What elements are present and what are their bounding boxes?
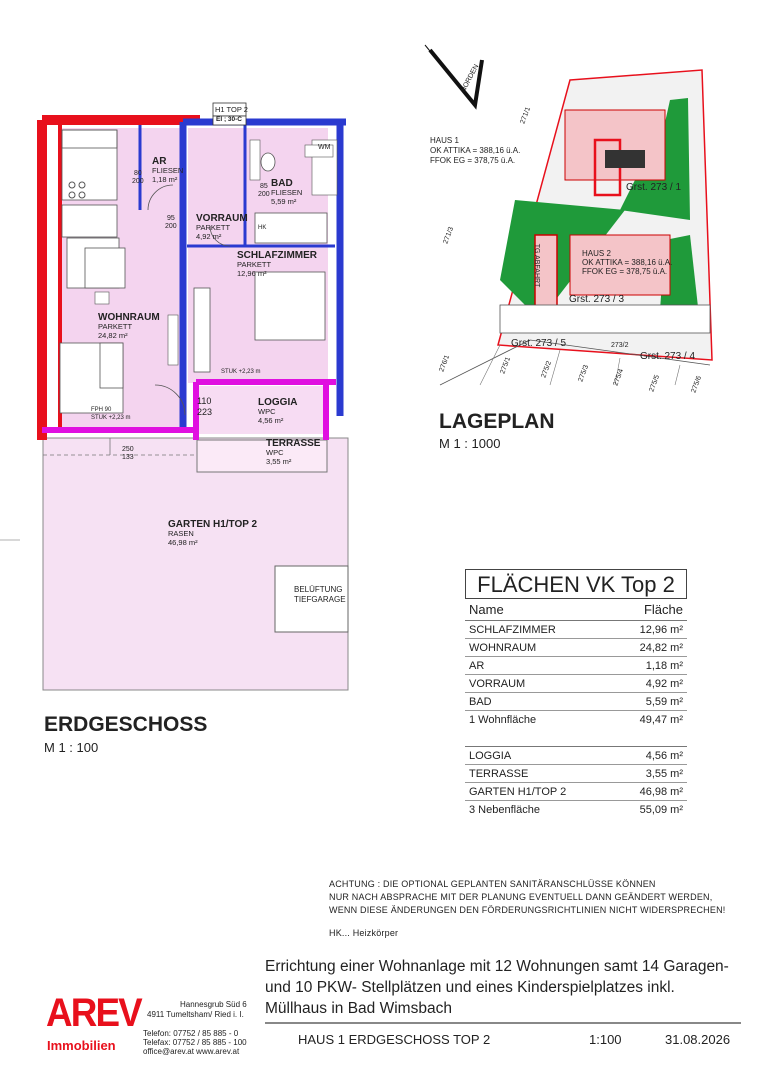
plot-276-1: 276/1 bbox=[438, 354, 452, 373]
parcel-273-4: Grst. 273 / 4 bbox=[640, 351, 696, 362]
plot-275-2: 275/2 bbox=[540, 360, 554, 379]
table-total-row bbox=[465, 711, 687, 729]
total-name: 3 Nebenfläche bbox=[469, 804, 540, 816]
dim-200-c: 200 bbox=[165, 223, 177, 230]
room-terrasse-area: 3,55 m² bbox=[266, 457, 292, 466]
siteplan-scale: M 1 : 1000 bbox=[439, 436, 501, 451]
room-wohnraum-area: 24,82 m² bbox=[98, 331, 128, 340]
site-plan bbox=[420, 40, 750, 400]
col-name-header: Name bbox=[469, 602, 504, 617]
row-area: 24,82 m² bbox=[639, 642, 683, 654]
stuk-label-2: STUK +2,23 m bbox=[91, 415, 131, 421]
room-wohnraum-finish: PARKETT bbox=[98, 322, 133, 331]
plot-275-1: 275/1 bbox=[499, 356, 513, 375]
dim-200-b: 200 bbox=[258, 191, 270, 198]
parcel-273-1: Grst. 273 / 1 bbox=[626, 182, 682, 193]
total-name: 1 Wohnfläche bbox=[469, 714, 537, 726]
room-schlafzimmer-finish: PARKETT bbox=[237, 260, 272, 269]
project-line-3: Müllhaus in Bad Wimsbach bbox=[265, 1000, 452, 1017]
haus-1-footprint bbox=[565, 110, 665, 180]
footer-scale: 1:100 bbox=[589, 1032, 622, 1047]
row-name: VORRAUM bbox=[469, 678, 526, 690]
plot-273-2: 273/2 bbox=[611, 342, 629, 349]
table-row bbox=[465, 639, 687, 657]
tg-label: TG ABFAHRT bbox=[533, 243, 541, 288]
dim-250: 250 bbox=[122, 446, 134, 453]
plot-271-1: 271/1 bbox=[519, 106, 533, 125]
row-name: BAD bbox=[469, 696, 492, 708]
room-terrasse-finish: WPC bbox=[266, 448, 284, 457]
row-name: TERRASSE bbox=[469, 768, 529, 780]
row-name: SCHLAFZIMMER bbox=[469, 624, 556, 636]
footer-date: 31.08.2026 bbox=[665, 1032, 731, 1047]
plot-275-4: 275/4 bbox=[612, 368, 626, 387]
company-phone: Telefon: 07752 / 85 885 - 0 bbox=[143, 1029, 239, 1038]
notice-line-3: WENN DIESE ÄNDERUNGEN DEN FÖRDERUNGSRICHTLINIEN NICHT WIDERSPRECHEN! bbox=[329, 905, 726, 915]
room-ar-name: AR bbox=[152, 156, 167, 167]
table-total-row bbox=[465, 801, 687, 819]
total-area: 49,47 m² bbox=[639, 714, 683, 726]
table-row bbox=[465, 765, 687, 783]
room-loggia-area: 4,56 m² bbox=[258, 416, 284, 425]
haus1-attika: OK ATTIKA = 388,16 ü.A. bbox=[430, 146, 521, 155]
room-schlafzimmer-area: 12,96 m² bbox=[237, 269, 267, 278]
floorplan-scale: M 1 : 100 bbox=[44, 740, 99, 755]
parcel-273-5: Grst. 273 / 5 bbox=[511, 338, 567, 349]
dim-223: 223 bbox=[197, 407, 213, 417]
row-area: 4,92 m² bbox=[645, 678, 683, 690]
dim-200-a: 200 bbox=[132, 178, 144, 185]
ventilation-label-2: TIEFGARAGE bbox=[294, 595, 346, 604]
plot-275-5: 275/5 bbox=[648, 374, 662, 393]
dim-133: 133 bbox=[122, 454, 134, 461]
table-row bbox=[465, 621, 687, 639]
room-wohnraum-name: WOHNRAUM bbox=[98, 312, 160, 323]
table-row bbox=[465, 657, 687, 675]
room-loggia-finish: WPC bbox=[258, 407, 276, 416]
table-row bbox=[465, 783, 687, 801]
room-garten-name: GARTEN H1/TOP 2 bbox=[168, 519, 258, 530]
areas-table-header bbox=[465, 599, 687, 621]
areas-table-main bbox=[465, 599, 687, 729]
dim-110: 110 bbox=[197, 396, 212, 406]
dim-80: 80 bbox=[134, 170, 142, 177]
table-row bbox=[465, 675, 687, 693]
table-row bbox=[465, 747, 687, 765]
notice-hk: HK... Heizkörper bbox=[329, 928, 399, 938]
room-bad-finish: FLIESEN bbox=[271, 188, 303, 197]
row-name: WOHNRAUM bbox=[469, 642, 537, 654]
room-garten-area: 46,98 m² bbox=[168, 538, 198, 547]
room-vorraum-name: VORRAUM bbox=[196, 213, 248, 224]
haus2-ffok: FFOK EG = 378,75 ü.A. bbox=[582, 267, 668, 276]
company-address-2: 4911 Tumeltsham/ Ried i. I. bbox=[147, 1010, 244, 1019]
haus2-attika: OK ATTIKA = 388,16 ü.A. bbox=[582, 258, 673, 267]
room-vorraum-finish: PARKETT bbox=[196, 223, 231, 232]
room-garten-finish: RASEN bbox=[168, 529, 194, 538]
footer-plan: HAUS 1 ERDGESCHOSS TOP 2 bbox=[298, 1032, 491, 1047]
haus1-label: HAUS 1 bbox=[430, 136, 459, 145]
areas-table-title: FLÄCHEN VK Top 2 bbox=[465, 569, 687, 599]
garden-area bbox=[43, 438, 348, 690]
floorplan-title: ERDGESCHOSS bbox=[44, 713, 208, 736]
site-plan-drawing bbox=[420, 40, 750, 400]
col-area-header: Fläche bbox=[643, 602, 683, 617]
row-area: 12,96 m² bbox=[639, 624, 683, 636]
room-ar-finish: FLIESEN bbox=[152, 166, 184, 175]
wm-label: WM bbox=[318, 144, 331, 151]
notice-line-1: ACHTUNG : DIE OPTIONAL GEPLANTEN SANITÄRANSCHLÜSSE KÖNNEN bbox=[329, 879, 656, 889]
row-area: 5,59 m² bbox=[645, 696, 683, 708]
dim-95: 95 bbox=[167, 215, 175, 222]
room-schlafzimmer-name: SCHLAFZIMMER bbox=[237, 250, 317, 261]
row-area: 4,56 m² bbox=[645, 750, 683, 762]
stuk-label-1: STUK +2,23 m bbox=[221, 369, 261, 375]
fph-label: FPH 90 bbox=[91, 407, 112, 413]
row-name: AR bbox=[469, 660, 485, 672]
plot-275-6: 275/6 bbox=[690, 375, 704, 394]
ventilation-label-1: BELÜFTUNG bbox=[294, 585, 343, 594]
row-name: GARTEN H1/TOP 2 bbox=[469, 786, 567, 798]
room-vorraum-area: 4,92 m² bbox=[196, 232, 222, 241]
notice-line-2: NUR NACH ABSPRACHE MIT DER PLANUNG EVENTUELL DANN GEÄNDERT WERDEN, bbox=[329, 892, 713, 902]
footer-divider bbox=[265, 1022, 741, 1024]
room-loggia-name: LOGGIA bbox=[258, 397, 298, 408]
row-area: 3,55 m² bbox=[645, 768, 683, 780]
row-name: LOGGIA bbox=[469, 750, 512, 762]
company-fax: Telefax: 07752 / 85 885 - 100 bbox=[143, 1038, 247, 1047]
company-logo: AREV bbox=[46, 991, 141, 1035]
plot-271-3: 271/3 bbox=[442, 226, 456, 245]
north-label: NORDEN bbox=[459, 63, 481, 94]
project-line-1: Errichtung einer Wohnanlage mit 12 Wohnungen samt 14 Garagen- bbox=[265, 958, 729, 975]
company-logo-sub: Immobilien bbox=[47, 1038, 116, 1053]
row-area: 1,18 m² bbox=[645, 660, 683, 672]
areas-table-secondary bbox=[465, 746, 687, 819]
total-area: 55,09 m² bbox=[639, 804, 683, 816]
haus2-label: HAUS 2 bbox=[582, 249, 611, 258]
company-email: office@arev.at www.arev.at bbox=[143, 1047, 240, 1056]
row-area: 46,98 m² bbox=[639, 786, 683, 798]
table-row bbox=[465, 693, 687, 711]
project-line-2: und 10 PKW- Stellplätzen und eines Kinderspielplatzes inkl. bbox=[265, 979, 675, 996]
room-terrasse-name: TERRASSE bbox=[266, 438, 321, 449]
room-bad-area: 5,59 m² bbox=[271, 197, 297, 206]
room-bad-name: BAD bbox=[271, 178, 293, 189]
hk-label: HK bbox=[258, 225, 267, 231]
parcel-273-3: Grst. 273 / 3 bbox=[569, 294, 625, 305]
siteplan-title: LAGEPLAN bbox=[439, 410, 555, 433]
company-address-1: Hannesgrub Süd 6 bbox=[180, 1000, 247, 1009]
haus1-ffok: FFOK EG = 378,75 ü.A. bbox=[430, 156, 516, 165]
plot-275-3: 275/3 bbox=[577, 364, 591, 383]
room-ar-area: 1,18 m² bbox=[152, 175, 178, 184]
unit-header: H1 TOP 2 bbox=[215, 105, 248, 114]
dim-85: 85 bbox=[260, 183, 268, 190]
unit-subheader: EI ; 30-C bbox=[216, 116, 243, 123]
